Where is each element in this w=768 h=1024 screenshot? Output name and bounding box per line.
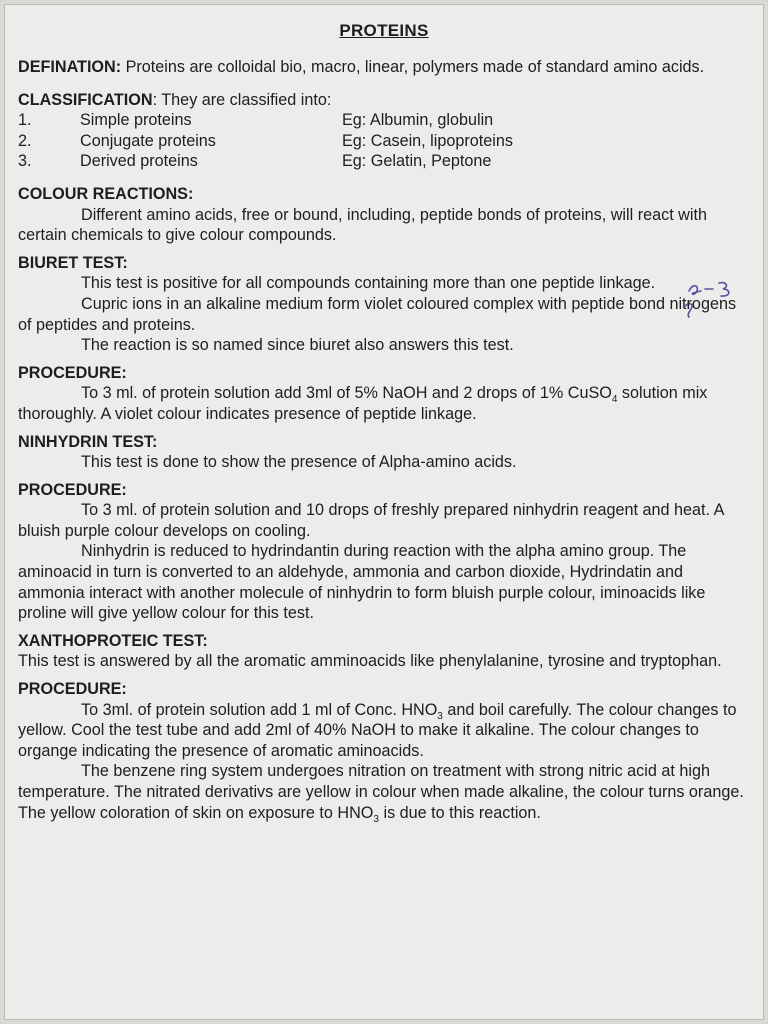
xanthoproteic-procedure-text xyxy=(18,700,752,762)
subscript: 3 xyxy=(437,710,443,722)
xanthoproteic-section xyxy=(18,631,752,672)
biuret-procedure-text xyxy=(18,383,752,424)
ninhydrin-procedure-section xyxy=(18,480,752,624)
subscript: 4 xyxy=(611,394,618,406)
ninhydrin-paragraph: This test is done to show the presence of Alpha-amino acids. xyxy=(81,453,517,472)
document-page xyxy=(4,4,764,1020)
classification-item xyxy=(18,151,752,172)
colour-reactions-section xyxy=(18,184,752,246)
paragraph-text-part: The benzene ring system undergoes nitration on treatment with strong nitric acid at high temperature. The nitrated derivativs are yellow in colour when made alkaline, the colour turns orange. The yellow coloration of skin on exposure to HNO xyxy=(18,762,744,822)
page-title: PROTEINS xyxy=(339,21,429,40)
paragraph-text-part: is due to this reaction. xyxy=(378,803,541,822)
colour-reactions-text: Different amino acids, free or bound, including, peptide bonds of proteins, will react with certain chemicals to give colour compounds. xyxy=(18,205,707,245)
ninhydrin-procedure-text: To 3 ml. of protein solution and 10 drops of freshly prepared ninhydrin reagent and heat. A bluish purple colour develops on cooling. xyxy=(18,501,724,540)
biuret-heading: BIURET TEST: xyxy=(18,253,128,272)
procedure-text-part: solution mix thoroughly. A violet colour indicates presence of peptide linkage. xyxy=(18,384,708,423)
ninhydrin-section xyxy=(18,432,752,473)
biuret-paragraph: The reaction is so named since biuret also answers this test. xyxy=(81,336,514,355)
procedure-heading: PROCEDURE: xyxy=(18,680,127,699)
classification-name: Conjugate proteins xyxy=(80,131,216,150)
classification-intro: : They are classified into: xyxy=(152,90,332,109)
classification-example: Eg: Casein, lipoproteins xyxy=(342,131,513,150)
biuret-procedure-section xyxy=(18,363,752,425)
biuret-paragraph: This test is positive for all compounds containing more than one peptide linkage. xyxy=(81,274,656,293)
classification-example: Eg: Gelatin, Peptone xyxy=(342,152,492,171)
classification-label: CLASSIFICATION xyxy=(18,90,153,109)
definition-text: Proteins are colloidal bio, macro, linear, polymers made of standard amino acids. xyxy=(121,58,705,76)
classification-section xyxy=(18,90,752,172)
procedure-heading: PROCEDURE: xyxy=(18,363,127,382)
classification-name: Derived proteins xyxy=(80,152,198,171)
biuret-section xyxy=(18,253,752,356)
definition-paragraph xyxy=(18,57,752,78)
procedure-text-part: To 3 ml. of protein solution add 3ml of 5% NaOH and 2 drops of 1% CuSO xyxy=(81,384,612,403)
colour-reactions-heading: COLOUR REACTIONS: xyxy=(18,184,194,203)
classification-num: 3. xyxy=(18,152,32,171)
classification-num: 1. xyxy=(18,111,32,130)
classification-name: Simple proteins xyxy=(80,111,192,130)
xanthoproteic-paragraph: This test is answered by all the aromatic amminoacids like phenylalanine, tyrosine and tryptophan. xyxy=(18,652,722,671)
procedure-text-part: and boil carefully. The colour changes to yellow. Cool the test tube and add 2ml of 40% NaOH to make it alkaline. The colour changes to organge indicating the presence of aromatic aminoacids. xyxy=(18,700,737,760)
definition-label: DEFINATION: xyxy=(18,58,122,76)
classification-num: 2. xyxy=(18,131,32,150)
biuret-paragraph: Cupric ions in an alkaline medium form violet coloured complex with peptide bond nitrogens of peptides and proteins. xyxy=(18,294,737,334)
xanthoproteic-procedure-section xyxy=(18,679,752,823)
procedure-text-part: To 3ml. of protein solution add 1 ml of Conc. HNO xyxy=(81,700,438,719)
classification-example: Eg: Albumin, globulin xyxy=(342,111,494,130)
classification-item xyxy=(18,131,752,152)
subscript: 3 xyxy=(373,813,379,825)
procedure-heading: PROCEDURE: xyxy=(18,480,127,499)
ninhydrin-paragraph: Ninhydrin is reduced to hydrindantin during reaction with the alpha amino group. The aminoacid in turn is converted to an aldehyde, ammonia and carbon dioxide, Hydrindatin and ammonia interact with another molecule of ninhydrin to form bluish purple colour, iminoacids like proline will give yellow colour for this test. xyxy=(18,542,706,623)
ninhydrin-heading: NINHYDRIN TEST: xyxy=(18,432,158,451)
classification-intro-line xyxy=(18,90,752,111)
xanthoproteic-heading: XANTHOPROTEIC TEST: xyxy=(18,631,208,650)
xanthoproteic-paragraph xyxy=(18,761,752,823)
document-body xyxy=(18,57,752,823)
classification-item xyxy=(18,110,752,131)
